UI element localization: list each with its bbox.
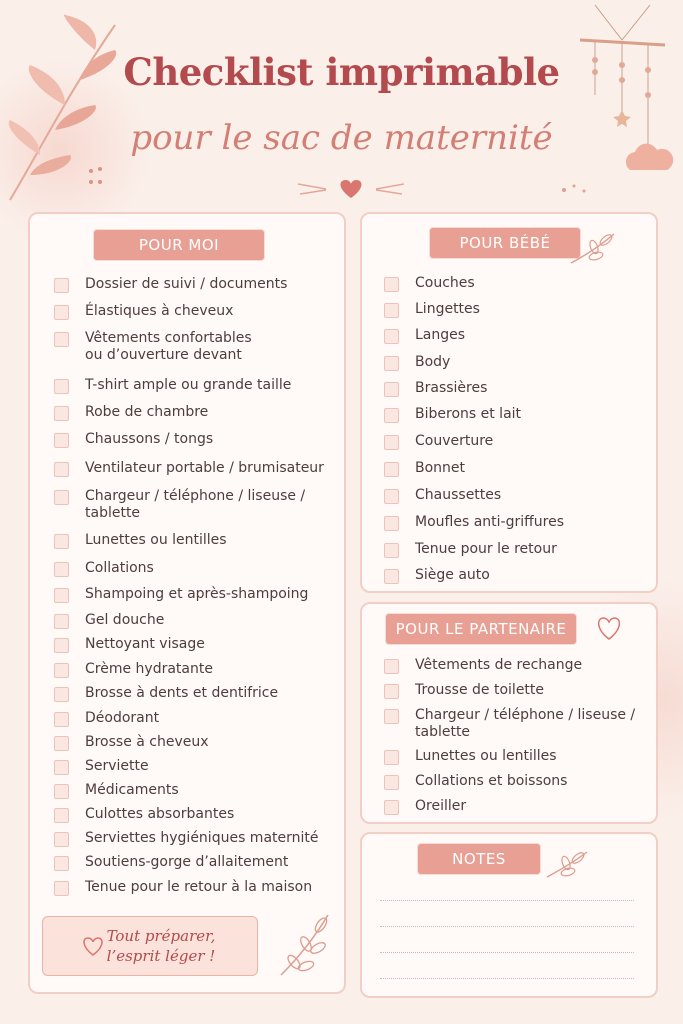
checkbox[interactable] — [384, 775, 399, 790]
checklist-item[interactable] — [30, 710, 344, 727]
checklist-item[interactable] — [362, 433, 656, 450]
panel-pour-moi — [28, 212, 346, 994]
checklist-item-label: Trousse de toilette — [415, 682, 545, 698]
checklist-item-label: Tenue pour le retour à la maison — [85, 879, 313, 895]
page-subtitle: pour le sac de maternité — [130, 118, 553, 158]
checklist-item[interactable] — [30, 830, 344, 847]
checklist-item[interactable] — [362, 301, 656, 318]
checkbox[interactable] — [384, 800, 399, 815]
checkbox[interactable] — [54, 534, 69, 549]
checklist-item[interactable] — [362, 773, 656, 790]
checklist-item-label: Élastiques à cheveux — [85, 303, 234, 319]
sprig-notes-icon — [544, 848, 590, 880]
checklist-item-label: Culottes absorbantes — [85, 806, 235, 822]
quote-heart-icon — [80, 934, 106, 958]
checklist-item[interactable] — [30, 404, 344, 421]
checklist-item[interactable] — [30, 532, 344, 549]
checkbox[interactable] — [54, 490, 69, 505]
checkbox[interactable] — [54, 712, 69, 727]
checklist-item-label: Gel douche — [85, 612, 165, 628]
checklist-item-label: Shampoing et après-shampoing — [85, 586, 309, 602]
checklist-item[interactable] — [30, 460, 344, 477]
checklist-item-label: Soutiens-gorge d’allaitement — [85, 854, 289, 870]
quote-text: Tout préparer, l’esprit léger ! — [106, 927, 216, 965]
checkbox[interactable] — [54, 278, 69, 293]
checklist-item-label: Oreiller — [415, 798, 467, 814]
checkbox[interactable] — [384, 435, 399, 450]
checklist-item[interactable] — [30, 879, 344, 896]
checklist-item-label: Dossier de suivi / documents — [85, 276, 288, 292]
checklist-item[interactable] — [30, 685, 344, 702]
checkbox[interactable] — [384, 303, 399, 318]
checklist-item-label: Médicaments — [85, 782, 179, 798]
checklist-item-label: Crème hydratante — [85, 661, 213, 677]
checkbox[interactable] — [54, 332, 69, 347]
checklist-item[interactable] — [362, 657, 656, 674]
checkbox[interactable] — [384, 750, 399, 765]
checkbox[interactable] — [384, 569, 399, 584]
checkbox[interactable] — [54, 881, 69, 896]
checklist-item-label: Couches — [415, 275, 475, 291]
checklist-item-label: Chaussons / tongs — [85, 431, 214, 447]
checkbox[interactable] — [54, 663, 69, 678]
checklist-item-label: Lingettes — [415, 301, 480, 317]
checkbox[interactable] — [54, 305, 69, 320]
panel-notes — [360, 832, 658, 998]
checkbox[interactable] — [54, 784, 69, 799]
checkbox[interactable] — [54, 687, 69, 702]
checklist-item-label: Body — [415, 354, 451, 370]
heart-divider-icon — [296, 176, 406, 202]
checklist-item[interactable] — [362, 514, 656, 531]
checklist-item-label: Brosse à cheveux — [85, 734, 209, 750]
checkbox[interactable] — [54, 638, 69, 653]
checklist-item[interactable] — [30, 431, 344, 448]
checklist-item-label: Bonnet — [415, 460, 466, 476]
checklist-item[interactable] — [362, 567, 656, 584]
checklist-item[interactable] — [362, 406, 656, 423]
checklist-item[interactable] — [362, 354, 656, 371]
checkbox[interactable] — [54, 379, 69, 394]
notes-line[interactable] — [380, 952, 634, 953]
checklist-item[interactable] — [30, 661, 344, 678]
checklist-item-label: Chaussettes — [415, 487, 502, 503]
checklist-item[interactable] — [30, 586, 344, 603]
checklist-item[interactable] — [30, 612, 344, 629]
checklist-item[interactable] — [362, 487, 656, 504]
section-title-notes: NOTES — [418, 844, 540, 874]
checklist-item-label: Brassières — [415, 380, 488, 396]
checkbox[interactable] — [54, 736, 69, 751]
checklist-item-label: Ventilateur portable / brumisateur — [85, 460, 324, 476]
sprig-bebe-icon — [568, 230, 618, 266]
checkbox[interactable] — [54, 856, 69, 871]
checklist-item-label: Nettoyant visage — [85, 636, 205, 652]
checklist-item-label: Collations — [85, 560, 154, 576]
checklist-item[interactable] — [30, 734, 344, 751]
quote-box — [42, 916, 258, 976]
checklist-item-label: Chargeur / téléphone / liseuse / tablette — [415, 707, 636, 740]
sparkle-dots-icon — [560, 182, 590, 196]
checkbox[interactable] — [384, 277, 399, 292]
checklist-item[interactable] — [362, 748, 656, 765]
notes-line[interactable] — [380, 900, 634, 901]
checklist-item-label: Serviette — [85, 758, 149, 774]
checkbox[interactable] — [54, 406, 69, 421]
checklist-item-label: Chargeur / téléphone / liseuse / tablette — [85, 488, 306, 521]
checkbox[interactable] — [384, 543, 399, 558]
checklist-item[interactable] — [30, 806, 344, 823]
checklist-item[interactable] — [30, 854, 344, 871]
checklist-item-label: Couverture — [415, 433, 494, 449]
checklist-item[interactable] — [30, 782, 344, 799]
sprig-icon — [276, 910, 336, 980]
checklist-item[interactable] — [30, 488, 344, 522]
section-title-partenaire: POUR LE PARTENAIRE — [386, 614, 576, 644]
checklist-item-label: Vêtements confortables ou d’ouverture devant — [85, 330, 252, 363]
checklist-item-label: Vêtements de rechange — [415, 657, 583, 673]
checkbox[interactable] — [384, 356, 399, 371]
heart-outline-icon — [594, 614, 624, 642]
section-title-moi: POUR MOI — [94, 230, 264, 260]
checklist-item-label: Langes — [415, 327, 466, 343]
checklist-item-label: Brosse à dents et dentifrice — [85, 685, 279, 701]
checklist-item[interactable] — [362, 798, 656, 815]
checklist-item-label: Robe de chambre — [85, 404, 209, 420]
checklist-item[interactable] — [362, 327, 656, 344]
checkbox[interactable] — [54, 614, 69, 629]
checklist-item[interactable] — [362, 541, 656, 558]
checklist-item-label: Déodorant — [85, 710, 160, 726]
checklist-item[interactable] — [362, 460, 656, 477]
checklist-item[interactable] — [30, 303, 344, 320]
checklist-item-label: Biberons et lait — [415, 406, 522, 422]
checkbox[interactable] — [54, 808, 69, 823]
checkbox[interactable] — [384, 709, 399, 724]
checklist-item[interactable] — [30, 560, 344, 577]
checklist-item-label: Lunettes ou lentilles — [415, 748, 557, 764]
checklist-item[interactable] — [30, 377, 344, 394]
checkbox[interactable] — [384, 684, 399, 699]
checkbox[interactable] — [384, 329, 399, 344]
checklist-item[interactable] — [362, 275, 656, 292]
checklist-item[interactable] — [362, 707, 656, 741]
checklist-item-label: Tenue pour le retour — [415, 541, 557, 557]
section-title-bebe: POUR BÉBÉ — [430, 228, 580, 258]
checklist-item[interactable] — [30, 330, 344, 364]
checklist-item-label: Lunettes ou lentilles — [85, 532, 227, 548]
checkbox[interactable] — [54, 433, 69, 448]
checklist-item[interactable] — [30, 758, 344, 775]
checkbox[interactable] — [384, 462, 399, 477]
checklist-item-label: T-shirt ample ou grande taille — [85, 377, 292, 393]
checkbox[interactable] — [54, 562, 69, 577]
checkbox[interactable] — [54, 588, 69, 603]
checkbox[interactable] — [54, 760, 69, 775]
dots-decoration-icon — [86, 166, 116, 190]
checklist-item-label: Collations et boissons — [415, 773, 568, 789]
checklist-item-label: Moufles anti-griffures — [415, 514, 564, 530]
checklist-item[interactable] — [30, 276, 344, 293]
checklist-item[interactable] — [362, 682, 656, 699]
checkbox[interactable] — [384, 382, 399, 397]
checkbox[interactable] — [384, 516, 399, 531]
page-title: Checklist imprimable — [123, 50, 560, 94]
checkbox[interactable] — [54, 832, 69, 847]
notes-line[interactable] — [380, 978, 634, 979]
checkbox[interactable] — [384, 489, 399, 504]
checklist-item[interactable] — [362, 380, 656, 397]
notes-line[interactable] — [380, 926, 634, 927]
checkbox[interactable] — [384, 408, 399, 423]
checklist-item[interactable] — [30, 636, 344, 653]
checklist-item-label: Serviettes hygiéniques maternité — [85, 830, 319, 846]
checkbox[interactable] — [384, 659, 399, 674]
checklist-item-label: Siège auto — [415, 567, 490, 583]
panel-pour-bebe — [360, 212, 658, 593]
checkbox[interactable] — [54, 462, 69, 477]
